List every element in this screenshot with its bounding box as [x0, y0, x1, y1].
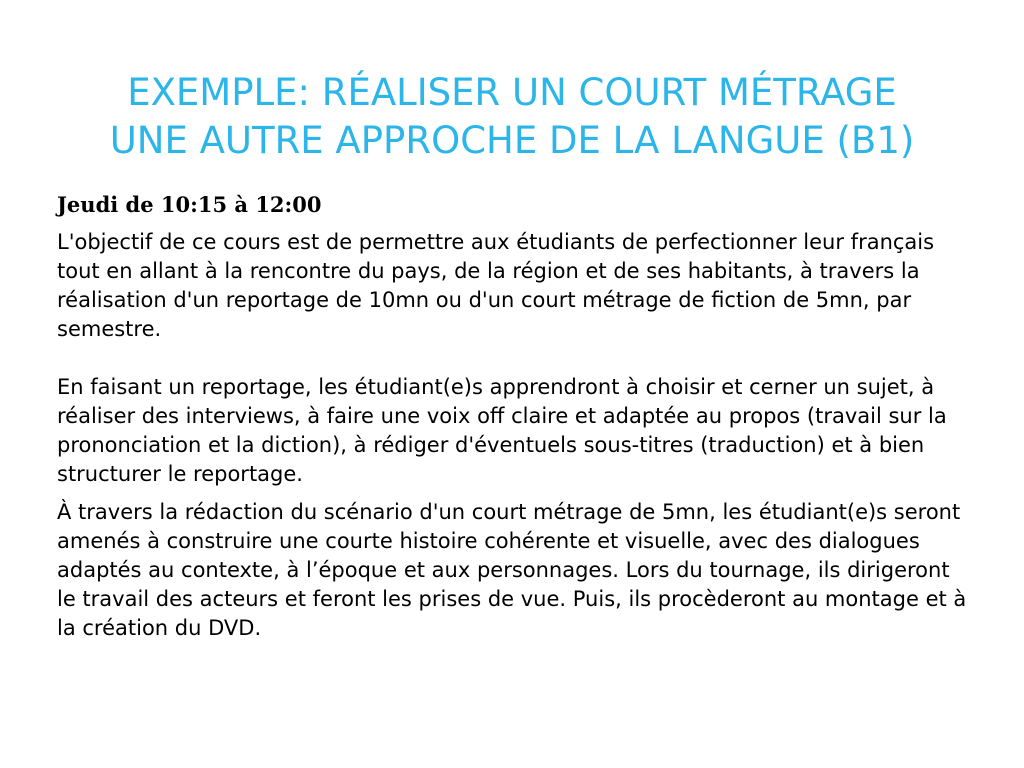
- course-schedule: Jeudi de 10:15 à 12:00: [57, 192, 322, 217]
- title-line-2: UNE AUTRE APPROCHE DE LA LANGUE (B1): [109, 118, 915, 162]
- paragraph-court-metrage: À travers la rédaction du scénario d'un court métrage de 5mn, les étudiant(e)s seront amenés à construire une courte histoire cohérente et visuelle, avec des dialogues adaptés au contexte, à l’époque et aux personnages. Lors du tournage, ils dirigeront le travail des acteurs et feront les prises de vue. Puis, ils procèderont au montage et à la création du DVD.: [57, 500, 967, 640]
- slide-title: [0, 69, 1024, 165]
- title-line-1: EXEMPLE: RÉALISER UN COURT MÉTRAGE: [127, 70, 897, 114]
- paragraph-reportage: En faisant un reportage, les étudiant(e)s apprendront à choisir et cerner un sujet, à réaliser des interviews, à faire une voix off claire et adaptée au propos (travail sur la prononciation et la diction), à rédiger d'éventuels sous-titres (traduction) et à bien structurer le reportage.: [57, 375, 947, 486]
- slide-body: [57, 190, 967, 643]
- paragraph-objective: L'objectif de ce cours est de permettre aux étudiants de perfectionner leur français tout en allant à la rencontre du pays, de la région et de ses habitants, à travers la réalisation d'un reportage de 10mn ou d'un court métrage de fiction de 5mn, par semestre.: [57, 230, 935, 341]
